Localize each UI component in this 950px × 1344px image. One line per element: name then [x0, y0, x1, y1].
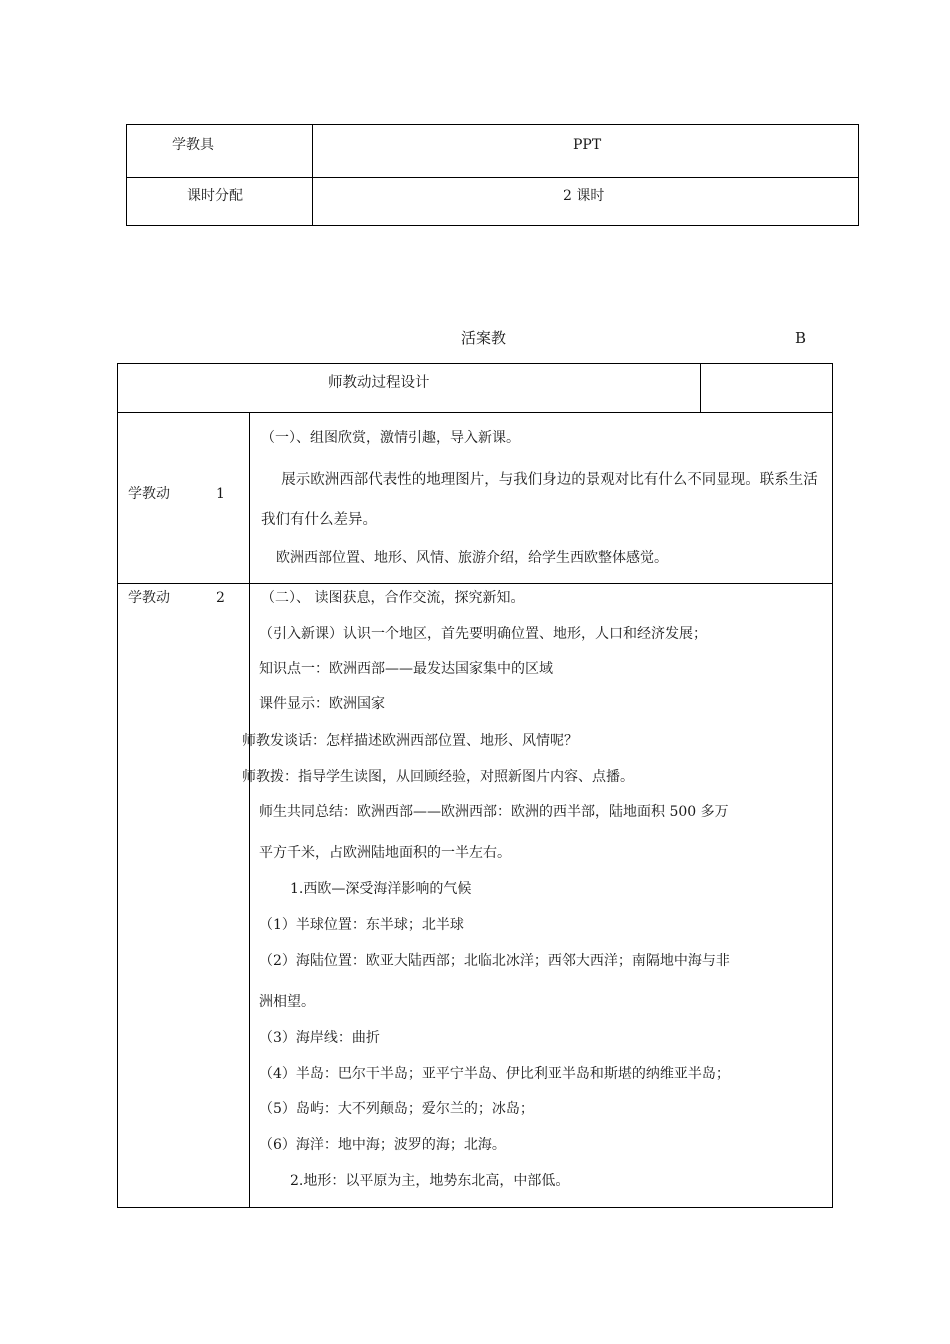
table-divider: [249, 412, 250, 1207]
activity1-paragraph: 展示欧洲西部代表性的地理图片，与我们身边的景观对比有什么不同显现。联系生活我们有什么差异。: [261, 472, 818, 528]
activity2-line: 1.西欧—深受海洋影响的气候: [290, 881, 472, 897]
process-table: [117, 363, 833, 1208]
activity2-line: 师生共同总结：欧洲西部——欧洲西部：欧洲的西半部，陆地面积 500 多万: [259, 804, 729, 820]
activity2-line: （2）海陆位置：欧亚大陆西部；北临北冰洋；西邻大西洋；南隔地中海与非: [259, 953, 730, 969]
section-title: 活案教: [461, 329, 507, 347]
activity2-line: 知识点一：欧洲西部——最发达国家集中的区域: [259, 661, 553, 677]
info-value-tools: PPT: [573, 137, 602, 153]
activity2-line: 师教发谈话：怎样描述欧洲西部位置、地形、风情呢？: [242, 733, 578, 749]
info-label-tools: 学教具: [172, 137, 214, 153]
info-table: [126, 124, 859, 226]
activity2-line: （6）海洋：地中海；波罗的海；北海。: [259, 1137, 506, 1153]
activity2-line: （3）海岸线：曲折: [259, 1030, 380, 1046]
table-divider: [127, 177, 858, 178]
activity2-line: 平方千米，占欧洲陆地面积的一半左右。: [259, 845, 511, 861]
table-header: 师教动过程设计: [328, 375, 430, 391]
table-divider: [700, 364, 701, 412]
section-code: B: [795, 329, 807, 347]
activity2-line: （1）半球位置：东半球；北半球: [259, 917, 464, 933]
activity2-number: 2: [216, 590, 225, 606]
activity2-line: 2.地形：以平原为主，地势东北高，中部低。: [290, 1173, 570, 1189]
activity2-line: 师教拨：指导学生读图，从回顾经验，对照新图片内容、点播。: [242, 769, 634, 785]
activity2-line: 课件显示：欧洲国家: [259, 696, 385, 712]
activity2-line: 洲相望。: [259, 994, 315, 1010]
activity1-line: 欧洲西部位置、地形、风情、旅游介绍，给学生西欧整体感觉。: [276, 550, 668, 566]
activity2-line: （二）、 读图获息，合作交流，探究新知。: [261, 590, 525, 606]
activity1-number: 1: [216, 486, 225, 502]
table-divider: [118, 412, 832, 413]
activity1-line: （一）、组图欣赏，激情引趣，导入新课。: [261, 430, 520, 446]
info-label-hours: 课时分配: [187, 188, 243, 204]
activity2-line: （引入新课）认识一个地区，首先要明确位置、地形，人口和经济发展；: [259, 626, 707, 642]
activity2-line: （4）半岛：巴尔干半岛；亚平宁半岛、伊比利亚半岛和斯堪的纳维亚半岛；: [259, 1066, 730, 1082]
info-value-hours: 2 课时: [563, 188, 605, 204]
activity2-line: （5）岛屿：大不列颠岛；爱尔兰的；冰岛；: [259, 1101, 534, 1117]
table-divider: [312, 125, 313, 225]
table-divider: [118, 583, 832, 584]
activity2-label: 学教动: [128, 590, 170, 606]
activity1-label: 学教动: [128, 486, 170, 502]
